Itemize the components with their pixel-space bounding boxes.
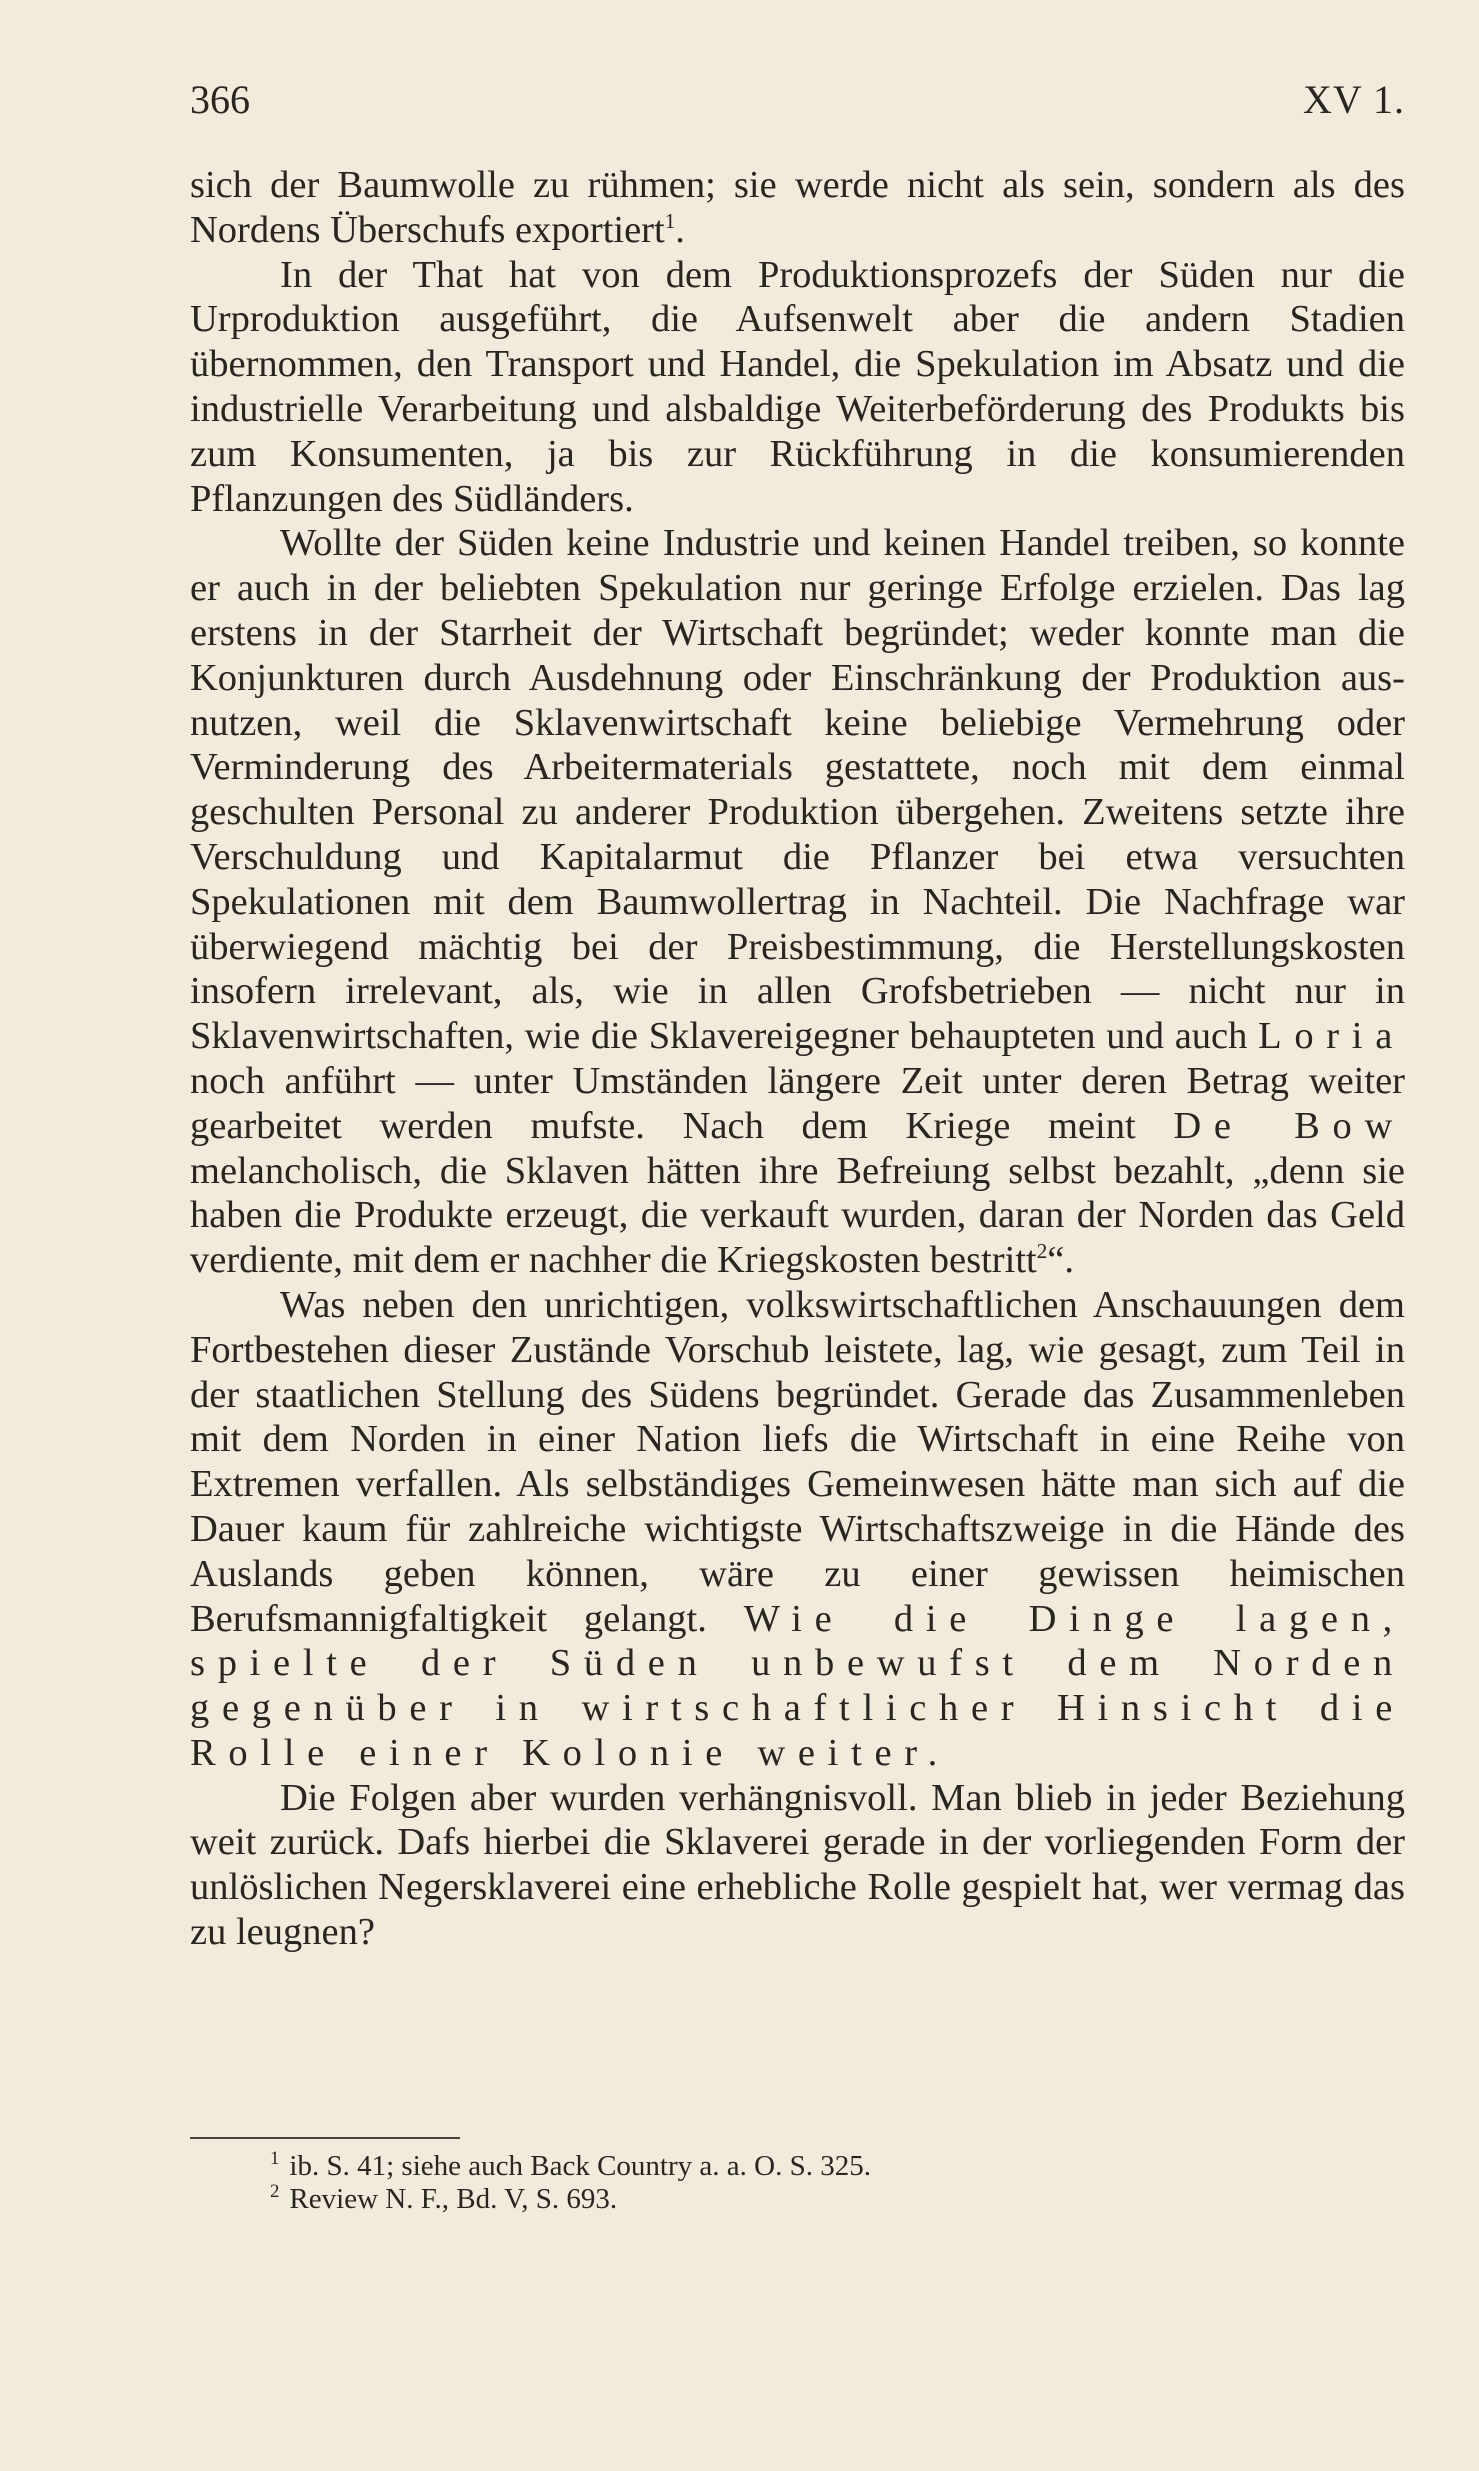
footnote-text: Review N. F., Bd. V, S. 693.	[289, 2183, 618, 2215]
text-run: .	[675, 208, 685, 251]
text-run: melancholisch, die Sklaven hätten ihre Befreiung selbst bezahlt, „denn sie haben die Produkte erzeugt, die verkauft wurden, daran der Norden das Geld verdiente, mit dem er nachher die Kriegskosten bestritt	[190, 1149, 1405, 1282]
emphasized-text: Loria	[1258, 1015, 1405, 1058]
text-run: sich der Baumwolle zu rühmen; sie werde nicht als sein, sondern als des Nordens Überschufs exportiert	[190, 164, 1405, 251]
text-run: Die Folgen aber wurden verhängnisvoll. Man blieb in jeder Beziehung weit zurück. Dafs hierbei die Sklaverei gerade in der vorliegenden Form der unlöslichen Negersklaverei eine erhebliche Rolle gespielt hat, wer vermag das zu leugnen?	[190, 1776, 1405, 1954]
footnote-reference: 1	[664, 208, 676, 233]
page-header	[190, 70, 1405, 130]
text-run: Was neben den unrichtigen, volkswirtschaftlichen Anschauungen dem Fortbestehen dieser Zustände Vorschub leistete, lag, wie gesagt, zum Teil in der staatlichen Stellung des Südens begründet. Gerade das Zusammenleben mit dem Norden in einer Nation liefs die Wirtschaft in eine Reihe von Extremen verfallen. Als selbständiges Gemeinwesen hätte man sich auf die Dauer kaum für zahlreiche wichtigste Wirtschaftszweige in die Hände des Auslands geben können, wäre zu einer gewissen heimischen Berufsmannigfaltigkeit gelangt.	[190, 1283, 1405, 1640]
text-run: Wollte der Süden keine Industrie und keinen Handel treiben, so konnte er auch in der beliebten Spekulation nur geringe Erfolge erzielen. Das lag erstens in der Starrheit der Wirtschaft begründet; weder konnte man die Konjunkturen durch Ausdehnung oder Einschränkung der Produktion ausnutzen, weil die Sklavenwirtschaft keine beliebige Vermehrung oder Verminderung des Arbeitermaterials gestattete, noch mit dem einmal geschulten Personal zu anderer Produktion übergehen. Zweitens setzte ihre Verschuldung und Kapitalarmut die Pflanzer bei etwa versuchten Spekulationen mit dem Baumwollertrag in Nachteil. Die Nachfrage war überwiegend mächtig bei der Preisbestimmung, die Herstellungskosten insofern irrelevant, als, wie in allen Grofsbetrieben — nicht nur in Sklavenwirtschaften, wie die Sklavereigegner behaupteten und auch	[190, 522, 1405, 1058]
footnote-mark: 1	[270, 2148, 280, 2170]
running-head: XV 1.	[1302, 77, 1405, 122]
text-run: In der That hat von dem Produktionsprozefs der Süden nur die Urproduktion ausgeführt, die Aufsenwelt aber die andern Stadien übernommen, den Transport und Handel, die Spekulation im Absatz und die industrielle Verarbeitung und alsbaldige Weiterbeförderung des Produkts bis zum Konsumenten, ja bis zur Rückführung in die konsumierenden Pflanzungen des Südländers.	[190, 253, 1405, 520]
footnote-mark: 2	[270, 2181, 280, 2203]
page-number: 366	[190, 77, 250, 122]
footnotes	[270, 2150, 1370, 2216]
text-run: noch anführt — unter Umständen längere Zeit unter deren Betrag weiter gearbeitet werden mufste. Nach dem Kriege meint	[190, 1059, 1405, 1147]
footnote	[270, 2183, 1370, 2216]
footnote-text: ib. S. 41; siehe auch Back Country a. a. O. S. 325.	[289, 2150, 871, 2182]
text-run: “.	[1047, 1239, 1075, 1282]
footnote	[270, 2150, 1370, 2183]
paragraph	[190, 521, 1405, 1283]
emphasized-text: De Bow	[1173, 1104, 1405, 1147]
paragraph	[190, 253, 1405, 522]
emphasized-text: Wie die Dinge lagen, spielte der Süden unbewufst dem Norden gegenüber in wirtschaftlicher Hinsicht die Rolle einer Kolonie weiter.	[190, 1597, 1405, 1774]
paragraph	[190, 1776, 1405, 1955]
paragraph	[190, 163, 1405, 253]
main-text	[190, 163, 1405, 1955]
footnote-reference: 2	[1036, 1239, 1048, 1264]
paragraph	[190, 1283, 1405, 1776]
footnote-rule	[190, 2137, 460, 2139]
